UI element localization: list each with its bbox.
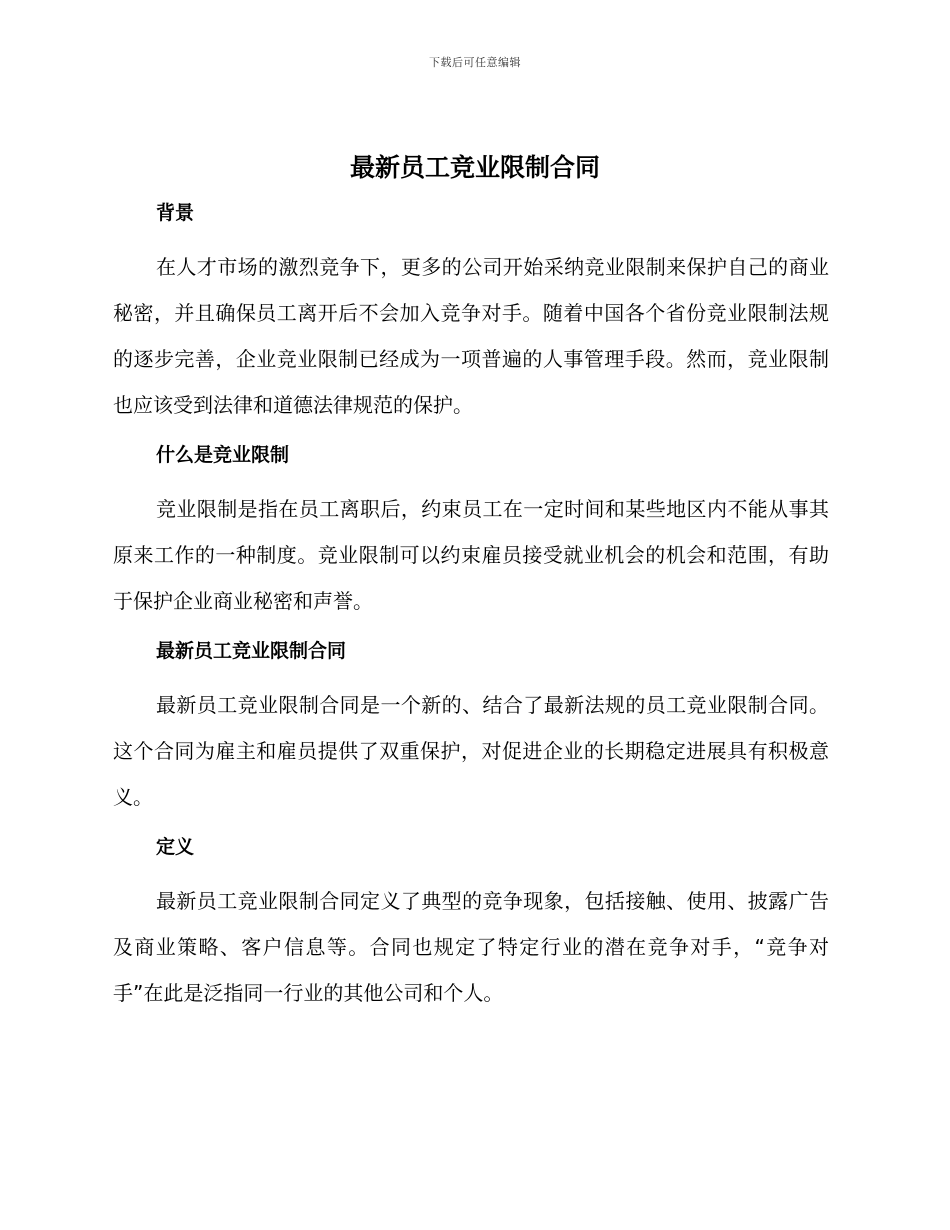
section-heading: 定义 [156,836,195,858]
document-title: 最新员工竞业限制合同 [349,153,600,182]
section-background [113,194,829,436]
section-heading: 背景 [156,202,195,224]
section-latest-contract [113,632,829,828]
section-heading: 什么是竞业限制 [156,444,290,466]
section-paragraph: 最新员工竞业限制合同是一个新的、结合了最新法规的员工竞业限制合同。这个合同为雇主和雇员提供了双重保护，对促进企业的长期稳定进展具有积极意义。 [113,693,829,809]
document-body [113,194,829,1016]
section-heading: 最新员工竞业限制合同 [156,640,347,662]
section-paragraph: 最新员工竞业限制合同定义了典型的竞争现象，包括接触、使用、披露广告及商业策略、客户信息等。合同也规定了特定行业的潜在竞争对手，“竞争对手”在此是泛指同一行业的其他公司和个人。 [113,889,829,1005]
section-paragraph: 在人才市场的激烈竞争下，更多的公司开始采纳竞业限制来保护自己的商业秘密，并且确保员工离开后不会加入竞争对手。随着中国各个省份竞业限制法规的逐步完善，企业竞业限制已经成为一项普遍的人事管理手段。然而，竞业限制也应该受到法律和道德法律规范的保护。 [113,255,829,417]
section-what-is-non-compete [113,436,829,632]
section-paragraph: 竞业限制是指在员工离职后，约束员工在一定时间和某些地区内不能从事其原来工作的一种制度。竞业限制可以约束雇员接受就业机会的机会和范围，有助于保护企业商业秘密和声誉。 [113,497,829,613]
header-note: 下载后可任意编辑 [429,56,521,69]
section-definition [113,828,829,1016]
